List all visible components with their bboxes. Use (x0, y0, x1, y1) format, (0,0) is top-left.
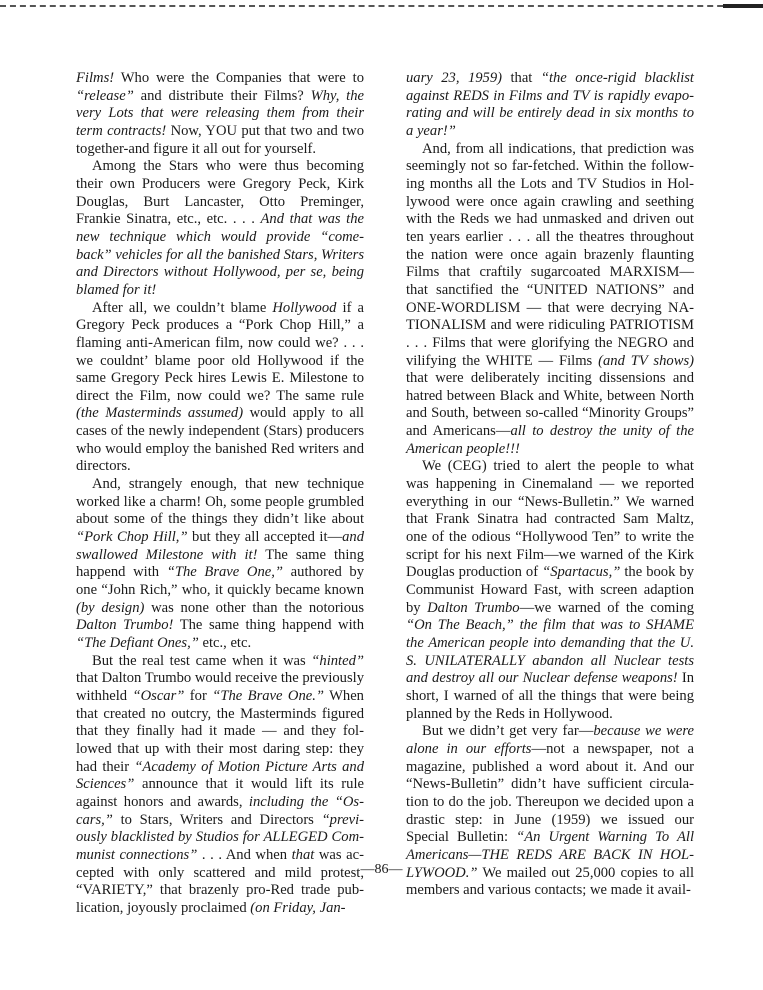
text-run: Among the Stars who were thus becoming their own Producers were Gregory Peck, Kirk Douglas, Burt Lancaster, Otto Preminger, Frankie Sinatra, etc., etc. . . . (76, 158, 364, 228)
text-run: would apply to all cases of the newly independent (Stars) producers who would employ the banished Red writers and directors. (76, 405, 364, 475)
left-column (76, 70, 364, 918)
italic-text: “The Defiant Ones,” (76, 635, 199, 651)
text-run: But we didn’t get very far— (422, 723, 594, 740)
text-run: And, strangely enough, that new technique worked like a charm! Oh, some people grumbled about some of the things they didn’t like about (76, 476, 364, 528)
italic-text: Hollywood (272, 299, 337, 316)
paragraph (76, 476, 364, 653)
italic-text: (by design) (76, 599, 145, 616)
text-run: to Stars, Writers and Directors (112, 811, 322, 828)
paragraph (406, 141, 694, 459)
text-run: and distribute their Films? (133, 87, 311, 104)
paragraph (76, 70, 364, 158)
italic-text: “An Urgent Warning To All Americans—THE REDS ARE BACK IN HOLLYWOOD.” (406, 829, 694, 881)
italic-text: “The Brave One.” (212, 687, 324, 704)
italic-text: Dalton Trumbo (427, 599, 520, 616)
italic-text: “hinted” (311, 652, 364, 669)
text-run: —not a newspaper, not a magazine, published a word about it. And our “News-Bulletin” didn’t have sufficient circulation to do the job. Thereupon we decided upon a drastic step: in June (1959) we issued our Special Bulletin: (406, 740, 695, 846)
text-run: was accepted with only scattered and mild protest, “VARIETY,” that brazenly pro-Red trade publication, joyously proclaimed (76, 846, 364, 916)
text-run: if a Gregory Peck produces a “Pork Chop Hill,” a flaming anti-American film, now could we? . . . we couldnt’ blame poor old Hollywood if the same Gregory Peck hires Lewis E. Milestone to direct the Film, now could we? The same rule (76, 299, 364, 404)
text-run: We (CEG) tried to alert the people to what was happening in Cinemaland — we reported everything in our “News-Bulletin.” We warned that Frank Sinatra had contracted Sam Maltz, one of the odious “Hollywood Ten” to write the script for his next Film—we warned of the Kirk Douglas production of (406, 458, 694, 581)
italic-text: (and TV shows) (598, 352, 694, 369)
italic-text: “previously blacklisted by Studios for ALLEGED Communist connections” (76, 811, 364, 863)
page-number: —86— (360, 862, 403, 877)
text-run: When that created no outcry, the Masterminds figured that they finally had it made — and they followed that up with their most daring step: they had their (76, 687, 364, 775)
italic-text: including the “Oscars,” (76, 793, 364, 828)
page-top-border-mark (723, 4, 763, 8)
text-run: —we warned of the coming (519, 599, 694, 616)
italic-text: “On The Beach,” the film that was to SHAME the American people into demanding that the U. S. UNILATERALLY abandon all Nuclear tests and destroy all our Nuclear defense weapons! (406, 617, 694, 687)
text-run: The same thing happend with (173, 617, 364, 634)
italic-text: “Academy of Motion Picture Arts and Sciences” (76, 758, 364, 793)
italic-text: all to destroy the unity of the American people!!! (406, 423, 694, 457)
text-run: but they all accepted it— (187, 529, 343, 546)
text-run: The same thing happend with (76, 546, 364, 581)
text-run: announce that it would lift its rule against honors and awards, (76, 776, 364, 810)
text-run: authored by one “John Rich,” who, it quickly became known (76, 564, 365, 599)
text-run: the book by Communist Howard Fast, with screen adaption by (406, 564, 694, 616)
text-run: . . . And when (197, 846, 292, 863)
italic-text: Why, the very Lots that were releasing them from their term contracts! (76, 87, 364, 139)
italic-text: (the Masterminds assumed) (76, 405, 244, 422)
paragraph (406, 70, 694, 141)
text-run: etc., etc. (198, 635, 252, 651)
italic-text: And that was the new technique which would provide “come-back” vehicles for all the banished Stars, Writers and Directors without Hollywood, per se, being blamed for it! (76, 211, 364, 298)
italic-text: “The Brave One,” (166, 564, 284, 581)
italic-text: (on Friday, Jan- (250, 899, 346, 916)
text-run: Who were the Companies that were to (114, 70, 364, 86)
text-run: that (502, 70, 541, 86)
text-run: was none other than the notorious (144, 599, 365, 616)
page-top-border (0, 5, 763, 7)
paragraph (76, 300, 364, 477)
text-run: And, from all indications, that prediction was seemingly not so far-fetched. Within the following months all the Lots and TV Studios in Hollywood were once again crawling and seething with the Reds we had unmasked and driven out ten years earlier . . . all the theatres throughout the nation were once again brazenly flaunting Films that craftily sugarcoated MARXISM— that sanctified the “UNITED NATIONS” and ONE-WORDLISM — that were decrying NATIONALISM and were ridiculing PATRIOTISM . . . Films that were glorifying the NEGRO and vilifying the WHITE — Films (406, 140, 694, 369)
italic-text: “release” (76, 87, 134, 104)
text-run: In short, I warned of all the things that were being planned by the Reds in Hollywood. (406, 670, 694, 722)
italic-text: “Pork Chop Hill,” (76, 529, 188, 546)
right-column (406, 70, 694, 900)
italic-text: and swallowed Milestone with it! (76, 529, 365, 563)
text-run: After all, we couldn’t blame (92, 299, 273, 316)
italic-text: Films! (76, 70, 115, 86)
text-run: that Dalton Trumbo would receive the previously withheld (76, 670, 364, 704)
text-run: Now, YOU put that two and two together-and figure it all out for yourself. (76, 122, 365, 157)
italic-text: “Oscar” (132, 687, 185, 704)
italic-text: “Spartacus,” (542, 564, 621, 581)
text-run: But the real test came when it was (92, 652, 312, 669)
paragraph (76, 158, 364, 299)
italic-text: “the once-rigid blacklist against REDS in Films and TV is rapidly evaporating and will be entirely dead in six months to a year!” (406, 70, 694, 139)
text-run: that were deliberately inciting dissensions and hatred between Black and White, between North and South, between so-called “Minority Groups” and Americans— (406, 370, 694, 440)
italic-text: Dalton Trumbo! (76, 617, 174, 634)
italic-text: uary 23, 1959) (406, 70, 502, 86)
text-run: We mailed out 25,000 copies to all members and various contacts; we made it avail- (406, 864, 694, 899)
paragraph (406, 458, 694, 723)
italic-text: that (291, 846, 315, 863)
italic-text: because we were alone in our efforts (406, 723, 694, 757)
text-run: for (184, 687, 213, 704)
